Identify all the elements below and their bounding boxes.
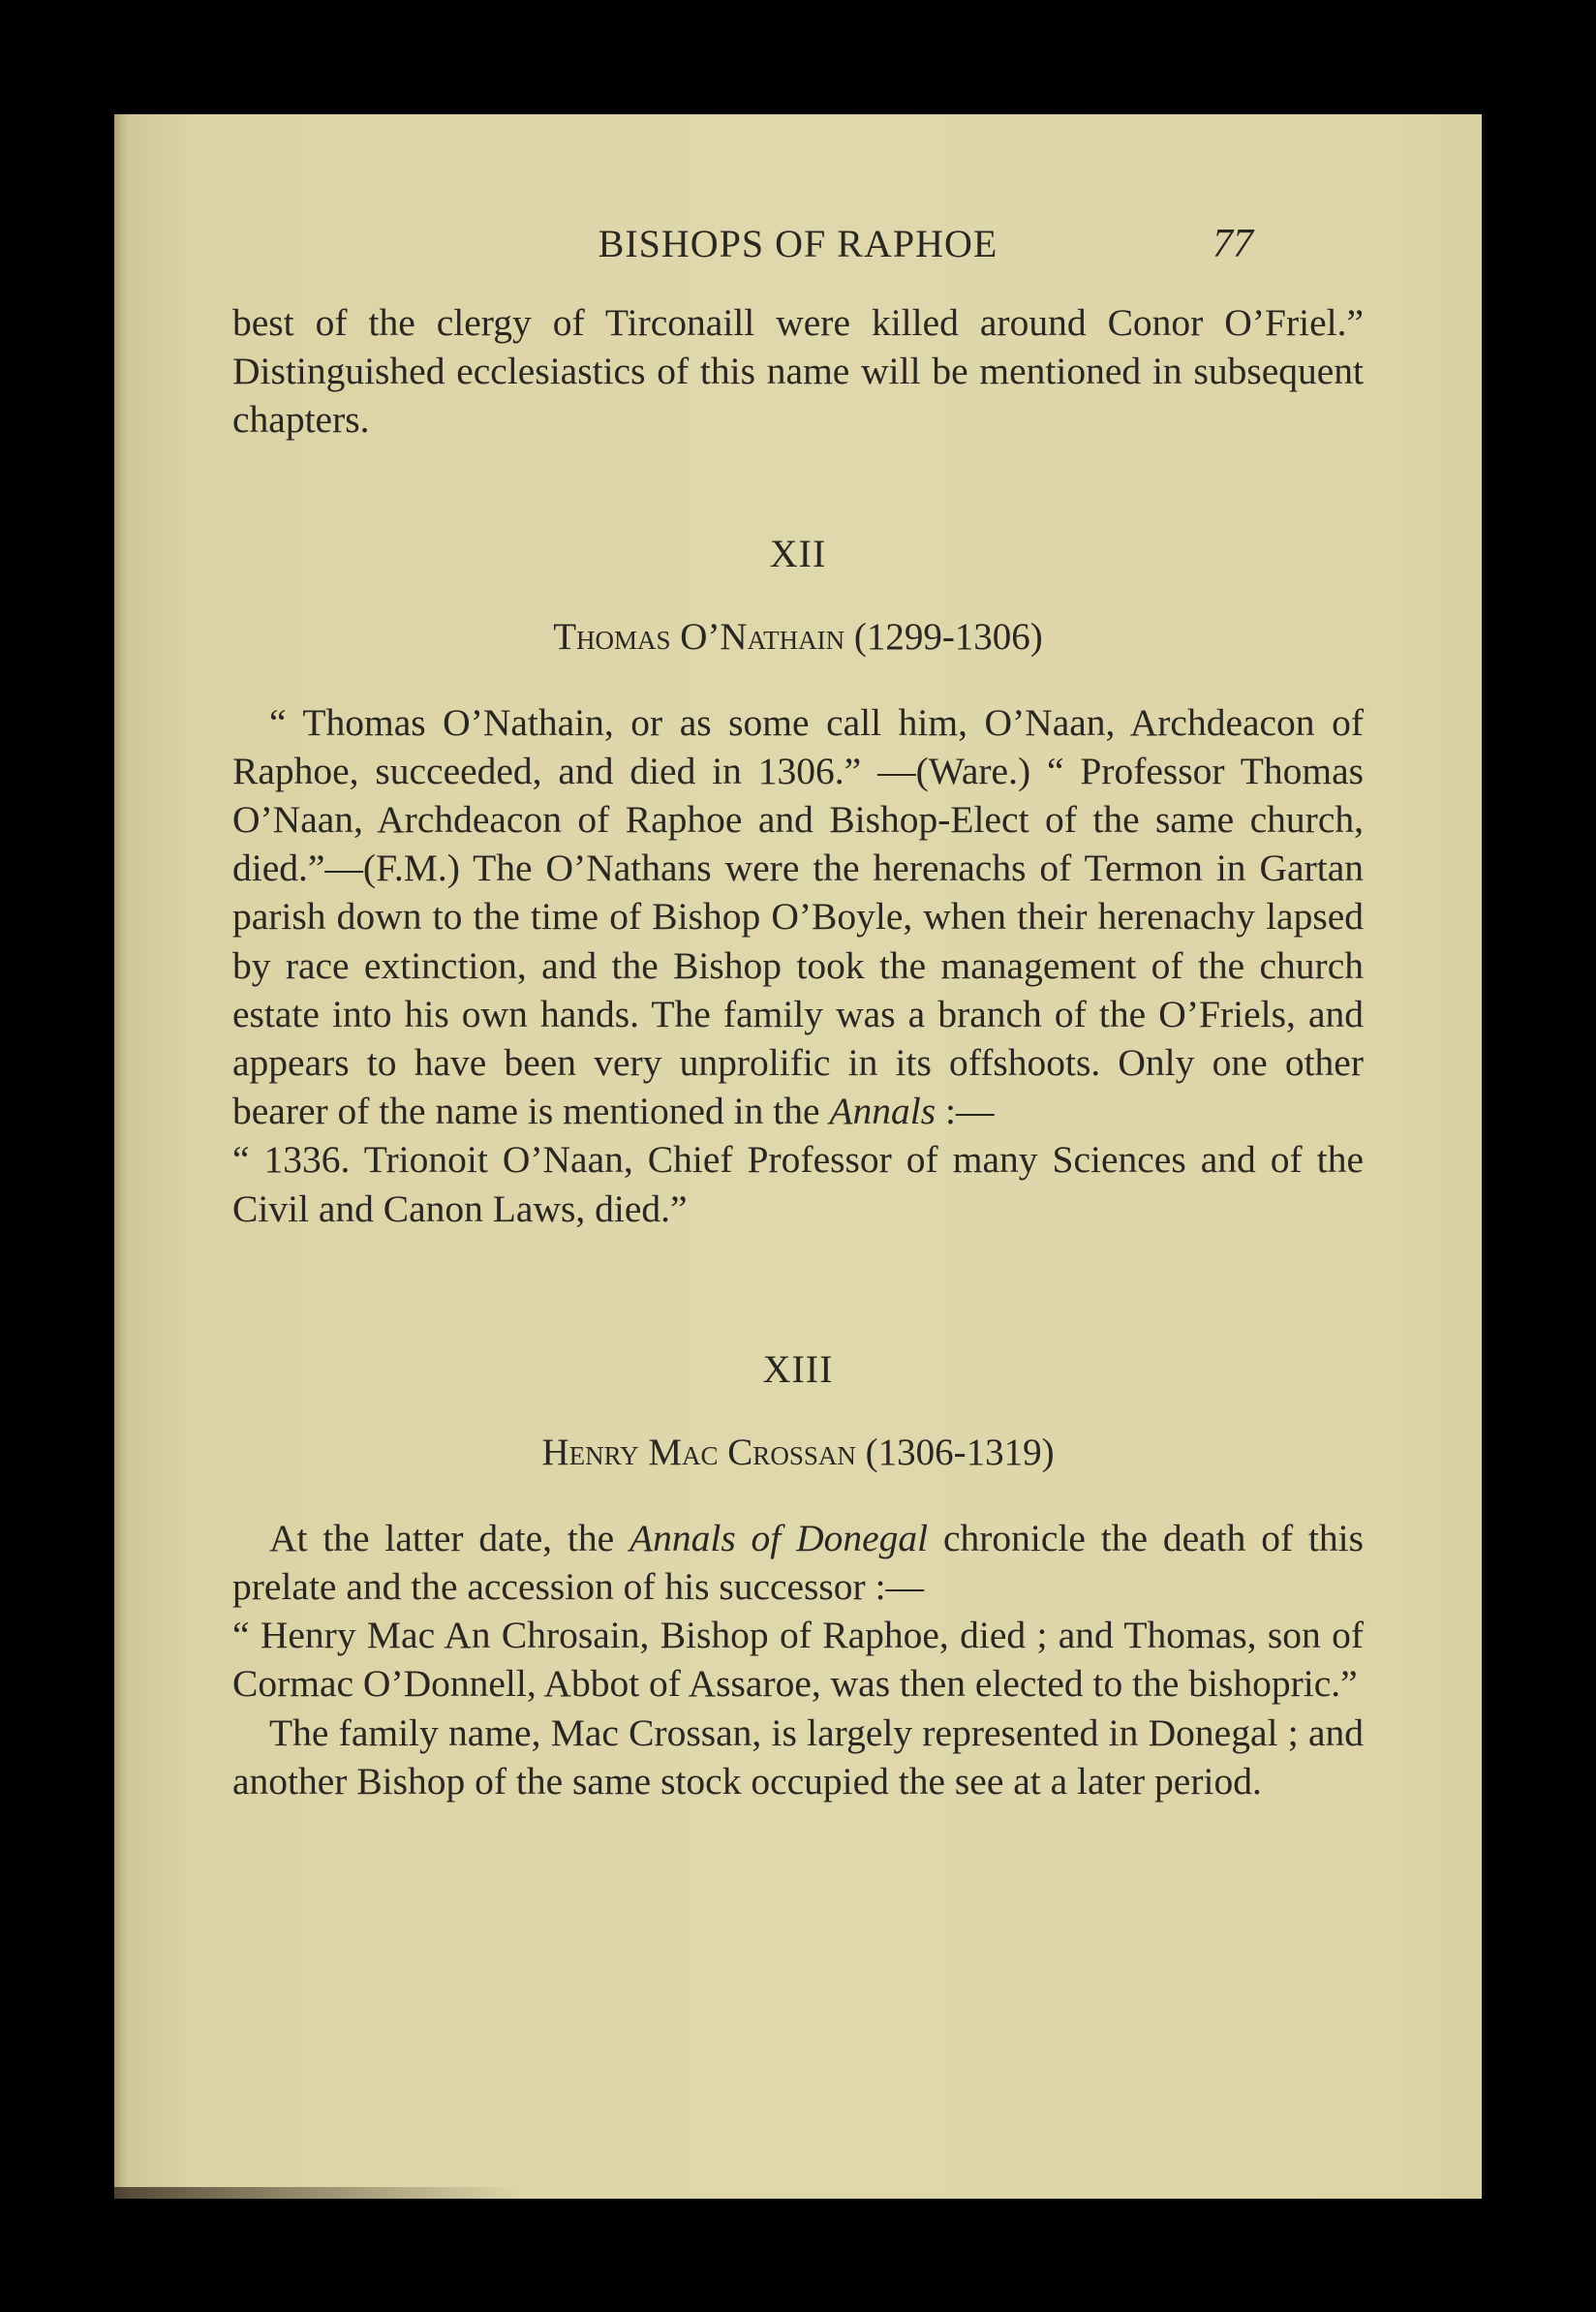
thomas-paragraph [232, 698, 1364, 1136]
section-heading-thomas: Thomas O’Nathain (1299-1306) [553, 615, 1043, 658]
page-number: 77 [1212, 222, 1253, 266]
thomas-paragraph-tail: :— [936, 1090, 995, 1133]
annals-of-donegal-italic: Annals of Donegal [629, 1516, 929, 1559]
page-body [232, 298, 1364, 1805]
running-head [114, 221, 1482, 279]
section-heading-henry: Henry Mac Crossan (1306-1319) [541, 1431, 1055, 1473]
family-name-paragraph: The family name, Mac Crossan, is largely represented in Donegal ; and another Bishop of the same stock occupied the see at a later period. [232, 1711, 1364, 1803]
section-number-xiii: XIII [762, 1346, 834, 1391]
henry-quote: “ Henry Mac An Chrosain, Bishop of Raphoe, died ; and Thomas, son of Cormac O’Donnell, Abbot of Assaroe, was then elected to the bishopric.” [232, 1614, 1364, 1706]
page-edge-shadow [114, 2187, 521, 2199]
book-page [114, 114, 1482, 2199]
henry-paragraph [232, 1514, 1364, 1611]
annals-italic: Annals [829, 1090, 936, 1133]
henry-paragraph-text: At the latter date, the [269, 1516, 629, 1559]
thomas-paragraph-text: “ Thomas O’Nathain, or as some call him, O’Naan, Archdeacon of Raphoe, succeeded, and died in 1306.” —(Ware.) “ Professor Thomas O’Naan, Archdeacon of Raphoe and Bishop-Elect of the same church, died.”—(F.M.) The O’Nathans were the herenachs of Termon in Gartan parish down to the time of Bishop O’Boyle, when their herenachy lapsed by race extinction, and the Bishop took the management of the church estate into his own hands. The family was a branch of the O’Friels, and appears to have been very unprolific in its offshoots. Only one other bearer of the name is mentioned in the [232, 700, 1364, 1133]
running-head-title: BISHOPS OF RAPHOE [598, 222, 998, 265]
trionoit-quote: “ 1336. Trionoit O’Naan, Chief Professor of many Sciences and of the Civil and Canon Laws, died.” [232, 1138, 1364, 1230]
intro-paragraph: best of the clergy of Tirconaill were killed around Conor O’Friel.” Distinguished ecclesiastics of this name will be mentioned in subsequent chapters. [232, 301, 1364, 442]
henry-paragraph-tail: chronicle the death of this prelate and the accession of his successor :— [232, 1516, 1365, 1609]
section-number-xii: XII [769, 531, 827, 575]
